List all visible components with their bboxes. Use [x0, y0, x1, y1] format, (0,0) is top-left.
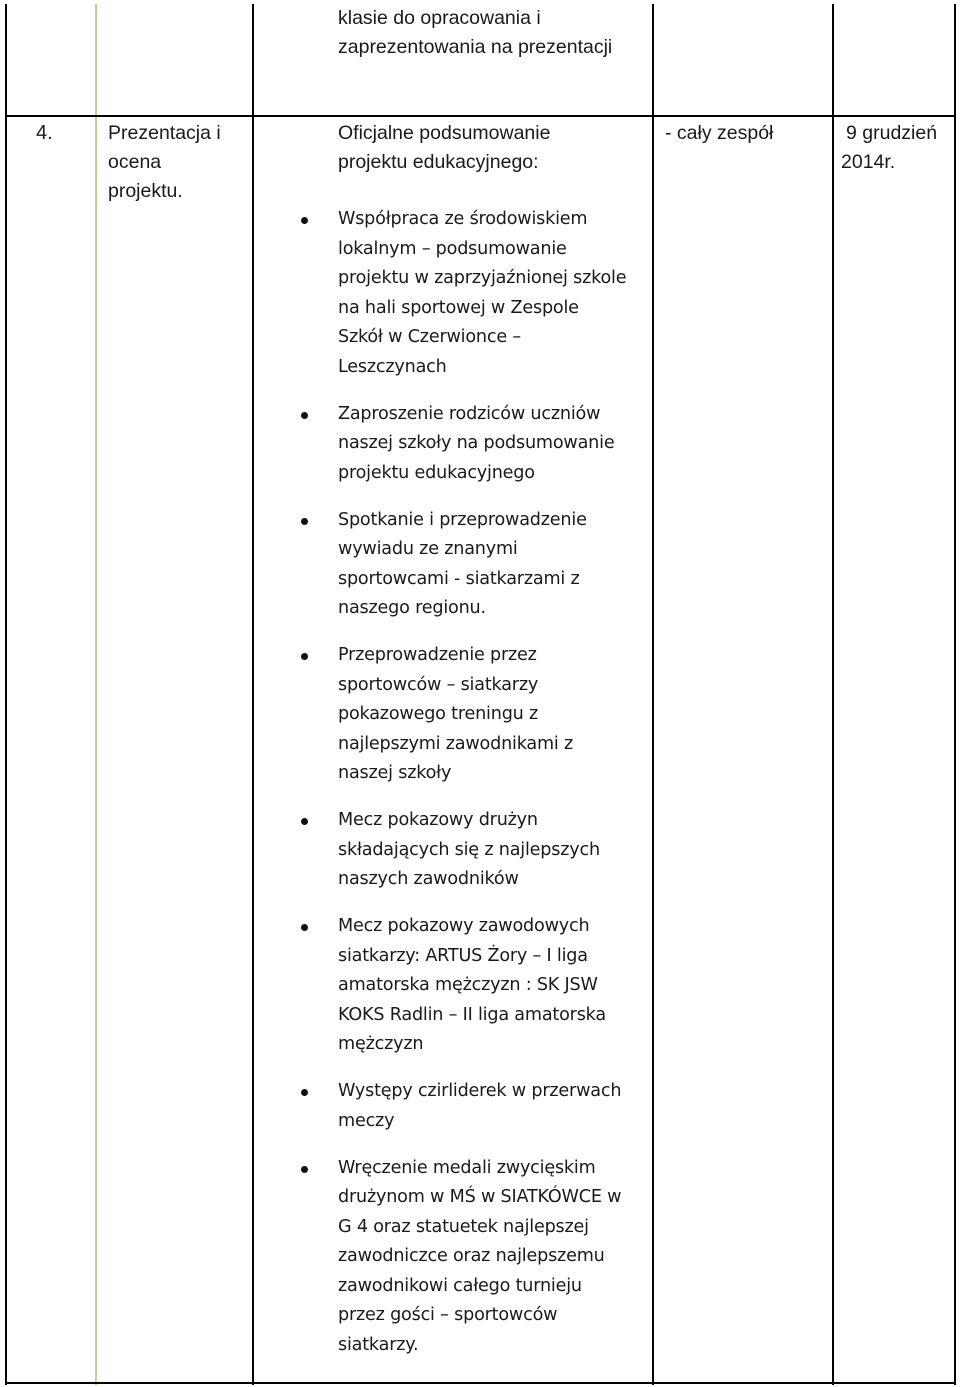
bullet-icon [301, 1089, 308, 1096]
list-item: Współpraca ze środowiskiem lokalnym – podsumowanie projektu w zaprzyjaźnionej szkole na hali sportowej w Zespole Szkół w Czerwionce – Leszczynach [300, 205, 652, 382]
text-line: 9 grudzień [846, 122, 938, 144]
list-item: Występy czirliderek w przerwach meczy [300, 1077, 652, 1136]
table-column-divider-light [95, 4, 97, 1385]
activities-list [300, 205, 652, 1378]
bullet-icon [301, 217, 308, 224]
responsible-cell: - cały zespół [665, 122, 774, 144]
bullet-icon [301, 518, 308, 525]
bullet-icon [301, 924, 308, 931]
list-item: Przeprowadzenie przez sportowców – siatkarzy pokazowego treningu z najlepszymi zawodnikami z naszej szkoły [300, 641, 652, 789]
text-line: ocena [108, 151, 162, 173]
table-column-divider [252, 4, 254, 1385]
list-item: Mecz pokazowy zawodowych siatkarzy: ARTUS Żory – I liga amatorska mężczyzn : SK JSW KOKS Radlin – II liga amatorska mężczyzn [300, 912, 652, 1060]
row-number: 4. [36, 122, 53, 144]
table-border-right [954, 4, 956, 1385]
table-border-bottom [5, 1382, 956, 1384]
list-item: Zaproszenie rodziców uczniów naszej szkoły na podsumowanie projektu edukacyjnego [300, 400, 652, 489]
list-item: Spotkanie i przeprowadzenie wywiadu ze znanymi sportowcami - siatkarzami z naszego regionu. [300, 506, 652, 624]
row-divider [5, 115, 956, 117]
bullet-icon [301, 412, 308, 419]
text-line: projektu edukacyjnego: [338, 151, 539, 173]
text-line: Prezentacja i [108, 122, 221, 144]
table-column-divider [652, 4, 654, 1385]
table-column-divider [832, 4, 834, 1385]
text-line: Oficjalne podsumowanie [338, 122, 551, 144]
text-line: klasie do opracowania i [338, 7, 541, 29]
text-line: 2014r. [841, 151, 896, 173]
text-line: projektu. [108, 180, 183, 202]
table-border-left [5, 4, 7, 1385]
bullet-icon [301, 1166, 308, 1173]
text-line: zaprezentowania na prezentacji [338, 36, 613, 58]
list-item: Mecz pokazowy drużyn składających się z najlepszych naszych zawodników [300, 806, 652, 895]
bullet-icon [301, 818, 308, 825]
bullet-icon [301, 653, 308, 660]
list-item: Wręczenie medali zwycięskim drużynom w MŚ w SIATKÓWCE w G 4 oraz statuetek najlepszej zawodniczce oraz najlepszemu zawodnikowi całego turnieju przez gości – sportowców siatkarzy. [300, 1154, 652, 1361]
